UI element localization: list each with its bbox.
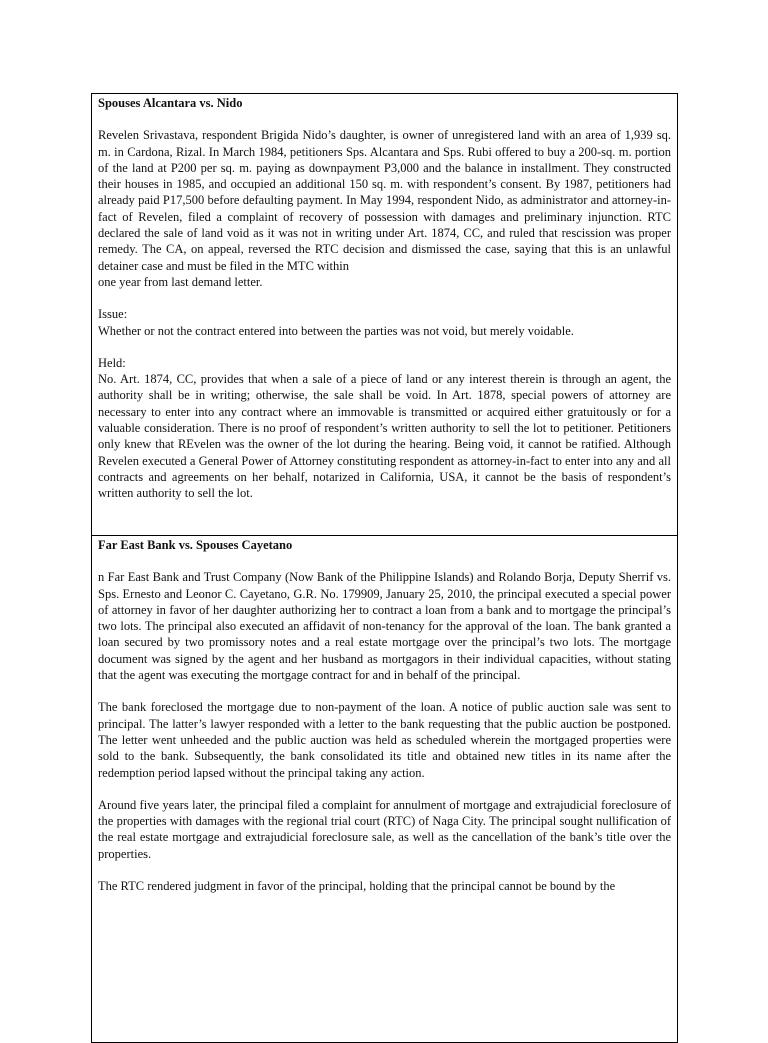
held-label: Held: xyxy=(98,355,126,370)
case-digest-table xyxy=(91,93,678,1043)
spacer xyxy=(98,683,671,699)
issue-label: Issue: xyxy=(98,307,128,322)
case-title: Far East Bank vs. Spouses Cayetano xyxy=(98,538,293,552)
case-cell-far-east-bank xyxy=(92,535,677,1042)
spacer xyxy=(98,290,671,306)
case-title: Spouses Alcantara vs. Nido xyxy=(98,96,243,110)
case-cell-alcantara xyxy=(92,94,677,535)
body-paragraph: The RTC rendered judgment in favor of the principal, holding that the principal cannot be bound by the xyxy=(98,879,616,894)
spacer xyxy=(98,111,671,127)
spacer xyxy=(98,781,671,797)
body-paragraph: Around five years later, the principal filed a complaint for annulment of mortgage and extrajudicial foreclosure of the properties with damages with the regional trial court (RTC) of Naga City. The principal sought nullification of the real estate mortgage and extrajudicial foreclosure sale, as well as the cancellation of the bank’s title over the properties. xyxy=(98,797,671,861)
held-text: No. Art. 1874, CC, provides that when a sale of a piece of land or any interest therein is through an agent, the authority shall be in writing; otherwise, the sale shall be void. In Art. 1878, special powers of attorney are necessary to enter into any contract where an immovable is transmitted or acquired either gratuitously or for a valuable consideration. There is no proof of respondent’s written authority to sell the lot to petitioner. Petitioners only knew that REvelen was the owner of the lot during the hearing. Being void, it cannot be ratified. Although Revelen executed a General Power of Attorney constituting respondent as attorney-in-fact to enter into any and all contracts and agreements on her behalf, notarized in California, USA, it cannot be the basis of respondent’s written authority to sell the lot. xyxy=(98,372,671,501)
body-paragraph: n Far East Bank and Trust Company (Now Bank of the Philippine Islands) and Rolando Borja, Deputy Sherrif vs. Sps. Ernesto and Leonor C. Cayetano, G.R. No. 179909, January 25, 2010, the principal executed a special power of attorney in favor of her daughter authorizing her to contract a loan from a bank and to mortgage the principal’s two lots. The principal also executed an affidavit of non-tenancy for the approval of the loan. The bank granted a loan secured by two promissory notes and a real estate mortgage over the principal’s two lots. The mortgage document was signed by the agent and her husband as mortgagors in their individual capacities, without stating that the agent was executing the mortgage contract for and in behalf of the principal. xyxy=(98,570,671,683)
spacer xyxy=(98,339,671,355)
spacer xyxy=(98,862,671,878)
spacer xyxy=(98,553,671,569)
issue-text: Whether or not the contract entered into between the parties was not void, but merely voidable. xyxy=(98,323,574,338)
facts-tail: one year from last demand letter. xyxy=(98,274,263,289)
facts-paragraph: Revelen Srivastava, respondent Brigida Nido’s daughter, is owner of unregistered land with an area of 1,939 sq. m. in Cardona, Rizal. In March 1984, petitioners Sps. Alcantara and Sps. Rubi offered to buy a 200-sq. m. portion of the land at P200 per sq. m. paying as downpayment P3,000 and the balance in installment. They constructed their houses in 1985, and occupied an additional 150 sq. m. with respondent’s consent. By 1987, petitioners had already paid P17,500 before defaulting payment. In May 1994, respondent Nido, as administrator and attorney-in-fact of Revelen, filed a complaint of recovery of possession with damages and preliminary injunction. RTC declared the sale of land void as it was not in writing under Art. 1874, CC, and ruled that rescission was proper remedy. The CA, on appeal, reversed the RTC decision and dismissed the case, saying that this is an unlawful detainer case and must be filed in the MTC within xyxy=(98,128,671,273)
body-paragraph: The bank foreclosed the mortgage due to non-payment of the loan. A notice of public auction sale was sent to principal. The latter’s lawyer responded with a letter to the bank requesting that the public auction be postponed. The letter went unheeded and the public auction was held as scheduled wherein the mortgaged properties were sold to the bank. Subsequently, the bank consolidated its title and obtained new titles in its name after the redemption period lapsed without the principal taking any action. xyxy=(98,700,671,780)
